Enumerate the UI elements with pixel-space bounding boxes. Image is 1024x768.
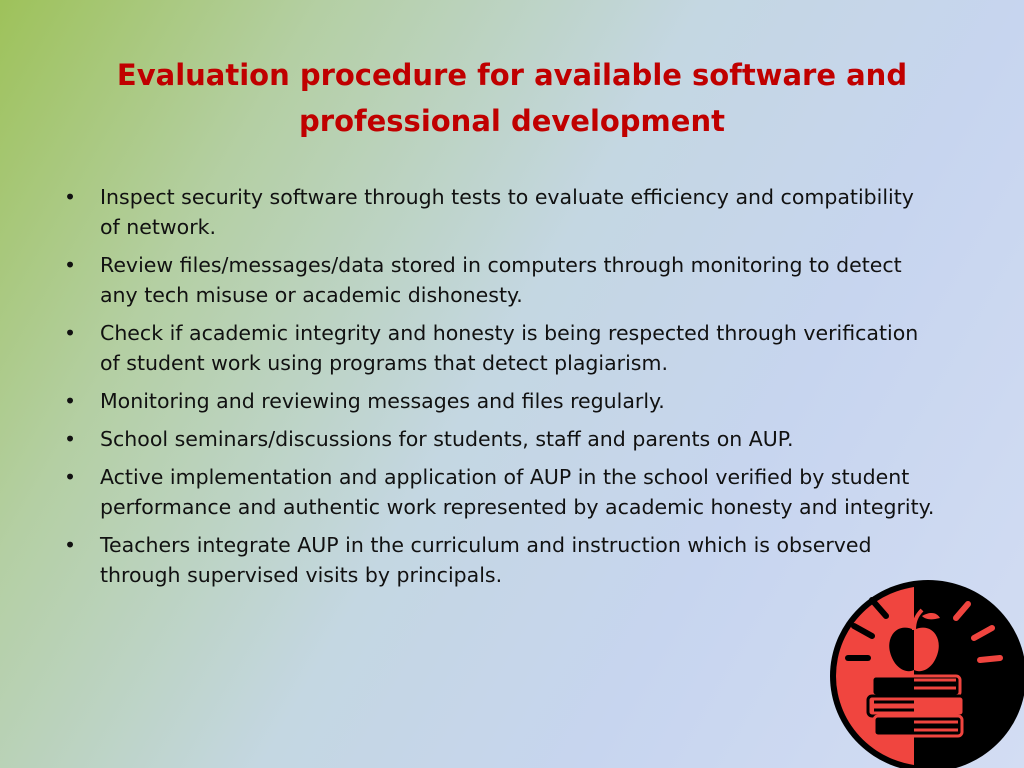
bullet-item bbox=[60, 462, 940, 522]
bullet-text: Active implementation and application of AUP in the school verified by student performance and authentic work represented by academic honesty and integrity. bbox=[100, 465, 935, 519]
bullet-symbol: • bbox=[63, 253, 77, 277]
bullet-list bbox=[60, 182, 940, 598]
bullet-symbol: • bbox=[63, 465, 77, 489]
bullet-symbol: • bbox=[63, 389, 77, 413]
bullet-item bbox=[60, 318, 940, 378]
bullet-item bbox=[60, 250, 940, 310]
apple-and-books-icon bbox=[828, 576, 1024, 768]
bullet-symbol: • bbox=[63, 185, 77, 209]
bullet-text: Monitoring and reviewing messages and files regularly. bbox=[100, 389, 665, 413]
bullet-symbol: • bbox=[63, 321, 77, 345]
bullet-item bbox=[60, 424, 940, 454]
bullet-symbol: • bbox=[63, 427, 77, 451]
bullet-symbol: • bbox=[63, 533, 77, 557]
bullet-text: Review files/messages/data stored in computers through monitoring to detect any tech misuse or academic dishonesty. bbox=[100, 253, 902, 307]
bullet-item bbox=[60, 182, 940, 242]
slide-title: Evaluation procedure for available software and professional development bbox=[116, 58, 908, 138]
bullet-item bbox=[60, 386, 940, 416]
bullet-text: Check if academic integrity and honesty is being respected through verification of student work using programs that detect plagiarism. bbox=[100, 321, 919, 375]
bullet-text: School seminars/discussions for students, staff and parents on AUP. bbox=[100, 427, 794, 451]
bullet-item bbox=[60, 530, 940, 590]
bullet-text: Inspect security software through tests to evaluate efficiency and compatibility of network. bbox=[100, 185, 914, 239]
bullet-text: Teachers integrate AUP in the curriculum and instruction which is observed through supervised visits by principals. bbox=[100, 533, 872, 587]
